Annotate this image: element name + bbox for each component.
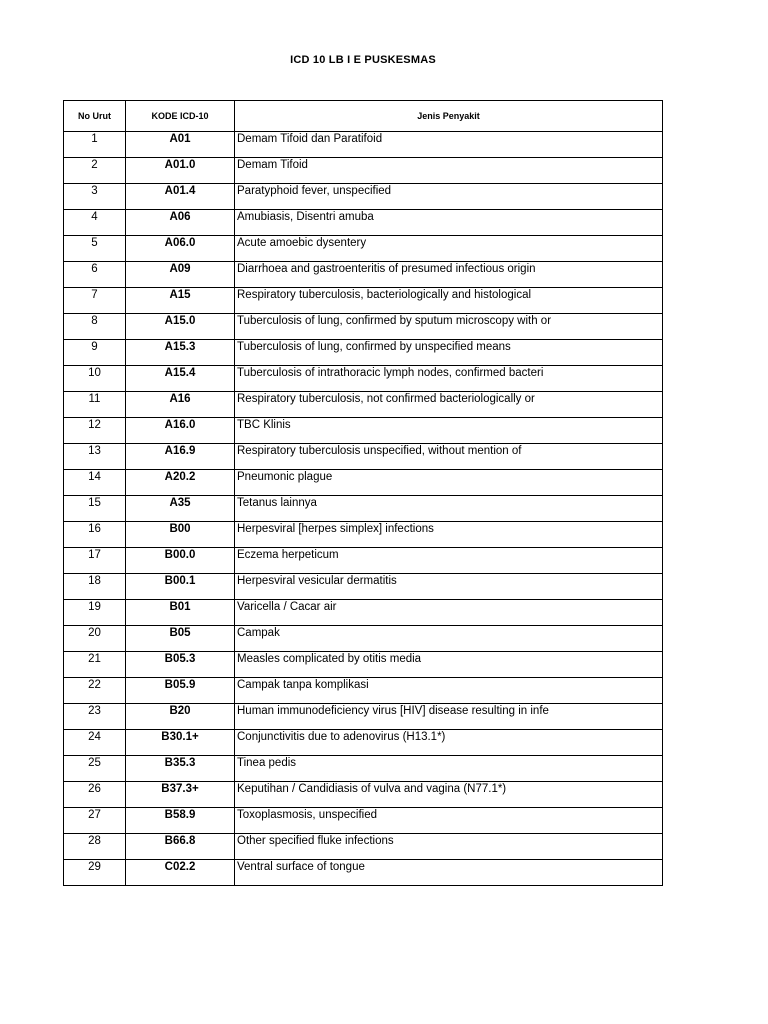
disease-name: Herpesviral [herpes simplex] infections (235, 522, 663, 548)
icd-code: A01.4 (126, 184, 235, 210)
table-row (64, 158, 663, 184)
row-number: 4 (64, 210, 126, 236)
row-number: 17 (64, 548, 126, 574)
disease-name: Respiratory tuberculosis, bacteriologically and histological (235, 288, 663, 314)
table-row (64, 210, 663, 236)
icd-code: A20.2 (126, 470, 235, 496)
table-header-row (64, 101, 663, 132)
table-row (64, 704, 663, 730)
table-row (64, 652, 663, 678)
disease-name: Other specified fluke infections (235, 834, 663, 860)
icd-code: B37.3+ (126, 782, 235, 808)
disease-name: Tuberculosis of intrathoracic lymph nodes, confirmed bacteri (235, 366, 663, 392)
disease-name: Tuberculosis of lung, confirmed by unspecified means (235, 340, 663, 366)
table-row (64, 418, 663, 444)
icd-code: B00 (126, 522, 235, 548)
disease-name: TBC Klinis (235, 418, 663, 444)
table-row (64, 444, 663, 470)
table-row (64, 730, 663, 756)
icd-code: A06.0 (126, 236, 235, 262)
row-number: 10 (64, 366, 126, 392)
disease-name: Acute amoebic dysentery (235, 236, 663, 262)
table-row (64, 496, 663, 522)
disease-name: Respiratory tuberculosis, not confirmed bacteriologically or (235, 392, 663, 418)
disease-name: Conjunctivitis due to adenovirus (H13.1*) (235, 730, 663, 756)
row-number: 16 (64, 522, 126, 548)
icd-code: B00.1 (126, 574, 235, 600)
disease-name: Human immunodeficiency virus [HIV] disease resulting in infe (235, 704, 663, 730)
row-number: 8 (64, 314, 126, 340)
icd-code: B01 (126, 600, 235, 626)
icd-code: B20 (126, 704, 235, 730)
disease-name: Campak tanpa komplikasi (235, 678, 663, 704)
table-row (64, 132, 663, 158)
disease-name: Demam Tifoid dan Paratifoid (235, 132, 663, 158)
disease-name: Measles complicated by otitis media (235, 652, 663, 678)
row-number: 27 (64, 808, 126, 834)
table-row (64, 600, 663, 626)
row-number: 11 (64, 392, 126, 418)
disease-name: Ventral surface of tongue (235, 860, 663, 886)
row-number: 23 (64, 704, 126, 730)
table-row (64, 314, 663, 340)
table-row (64, 782, 663, 808)
row-number: 1 (64, 132, 126, 158)
icd-code: A06 (126, 210, 235, 236)
icd-code: B05.3 (126, 652, 235, 678)
table-row (64, 860, 663, 886)
row-number: 20 (64, 626, 126, 652)
icd-code: A01 (126, 132, 235, 158)
icd-code: A16.9 (126, 444, 235, 470)
row-number: 29 (64, 860, 126, 886)
icd-code: C02.2 (126, 860, 235, 886)
disease-name: Amubiasis, Disentri amuba (235, 210, 663, 236)
row-number: 7 (64, 288, 126, 314)
table-row (64, 574, 663, 600)
table-row (64, 678, 663, 704)
disease-name: Demam Tifoid (235, 158, 663, 184)
table-row (64, 522, 663, 548)
row-number: 18 (64, 574, 126, 600)
table-row (64, 236, 663, 262)
row-number: 22 (64, 678, 126, 704)
icd-code: B30.1+ (126, 730, 235, 756)
row-number: 19 (64, 600, 126, 626)
icd-code: B00.0 (126, 548, 235, 574)
row-number: 6 (64, 262, 126, 288)
row-number: 24 (64, 730, 126, 756)
row-number: 2 (64, 158, 126, 184)
table-row (64, 366, 663, 392)
row-number: 13 (64, 444, 126, 470)
icd-code: B66.8 (126, 834, 235, 860)
icd-code: A16 (126, 392, 235, 418)
disease-name: Herpesviral vesicular dermatitis (235, 574, 663, 600)
row-number: 28 (64, 834, 126, 860)
row-number: 12 (64, 418, 126, 444)
disease-name: Tetanus lainnya (235, 496, 663, 522)
page-title: ICD 10 LB I E PUSKESMAS (290, 54, 436, 66)
row-number: 3 (64, 184, 126, 210)
row-number: 14 (64, 470, 126, 496)
table-row (64, 288, 663, 314)
disease-name: Diarrhoea and gastroenteritis of presumed infectious origin (235, 262, 663, 288)
disease-name: Tuberculosis of lung, confirmed by sputum microscopy with or (235, 314, 663, 340)
table-row (64, 548, 663, 574)
table-body (64, 132, 663, 886)
icd-code: A15 (126, 288, 235, 314)
disease-name: Varicella / Cacar air (235, 600, 663, 626)
icd-table (63, 100, 663, 886)
disease-name: Eczema herpeticum (235, 548, 663, 574)
icd-code: B05.9 (126, 678, 235, 704)
disease-name: Keputihan / Candidiasis of vulva and vagina (N77.1*) (235, 782, 663, 808)
icd-code: B05 (126, 626, 235, 652)
table-row (64, 392, 663, 418)
row-number: 25 (64, 756, 126, 782)
table-row (64, 756, 663, 782)
icd-code: A16.0 (126, 418, 235, 444)
table-row (64, 184, 663, 210)
table-row (64, 808, 663, 834)
icd-code: B58.9 (126, 808, 235, 834)
disease-name: Tinea pedis (235, 756, 663, 782)
icd-code: B35.3 (126, 756, 235, 782)
disease-name: Paratyphoid fever, unspecified (235, 184, 663, 210)
icd-code: A09 (126, 262, 235, 288)
row-number: 26 (64, 782, 126, 808)
header-kode-icd: KODE ICD-10 (126, 101, 235, 132)
header-jenis-penyakit: Jenis Penyakit (235, 101, 663, 132)
icd-code: A01.0 (126, 158, 235, 184)
icd-code: A15.3 (126, 340, 235, 366)
disease-name: Respiratory tuberculosis unspecified, without mention of (235, 444, 663, 470)
table-row (64, 470, 663, 496)
disease-name: Campak (235, 626, 663, 652)
icd-code: A15.0 (126, 314, 235, 340)
disease-name: Pneumonic plague (235, 470, 663, 496)
row-number: 9 (64, 340, 126, 366)
table-row (64, 834, 663, 860)
icd-code: A15.4 (126, 366, 235, 392)
row-number: 21 (64, 652, 126, 678)
row-number: 5 (64, 236, 126, 262)
table-row (64, 626, 663, 652)
row-number: 15 (64, 496, 126, 522)
table-row (64, 340, 663, 366)
icd-code: A35 (126, 496, 235, 522)
disease-name: Toxoplasmosis, unspecified (235, 808, 663, 834)
header-no-urut: No Urut (64, 101, 126, 132)
table-row (64, 262, 663, 288)
